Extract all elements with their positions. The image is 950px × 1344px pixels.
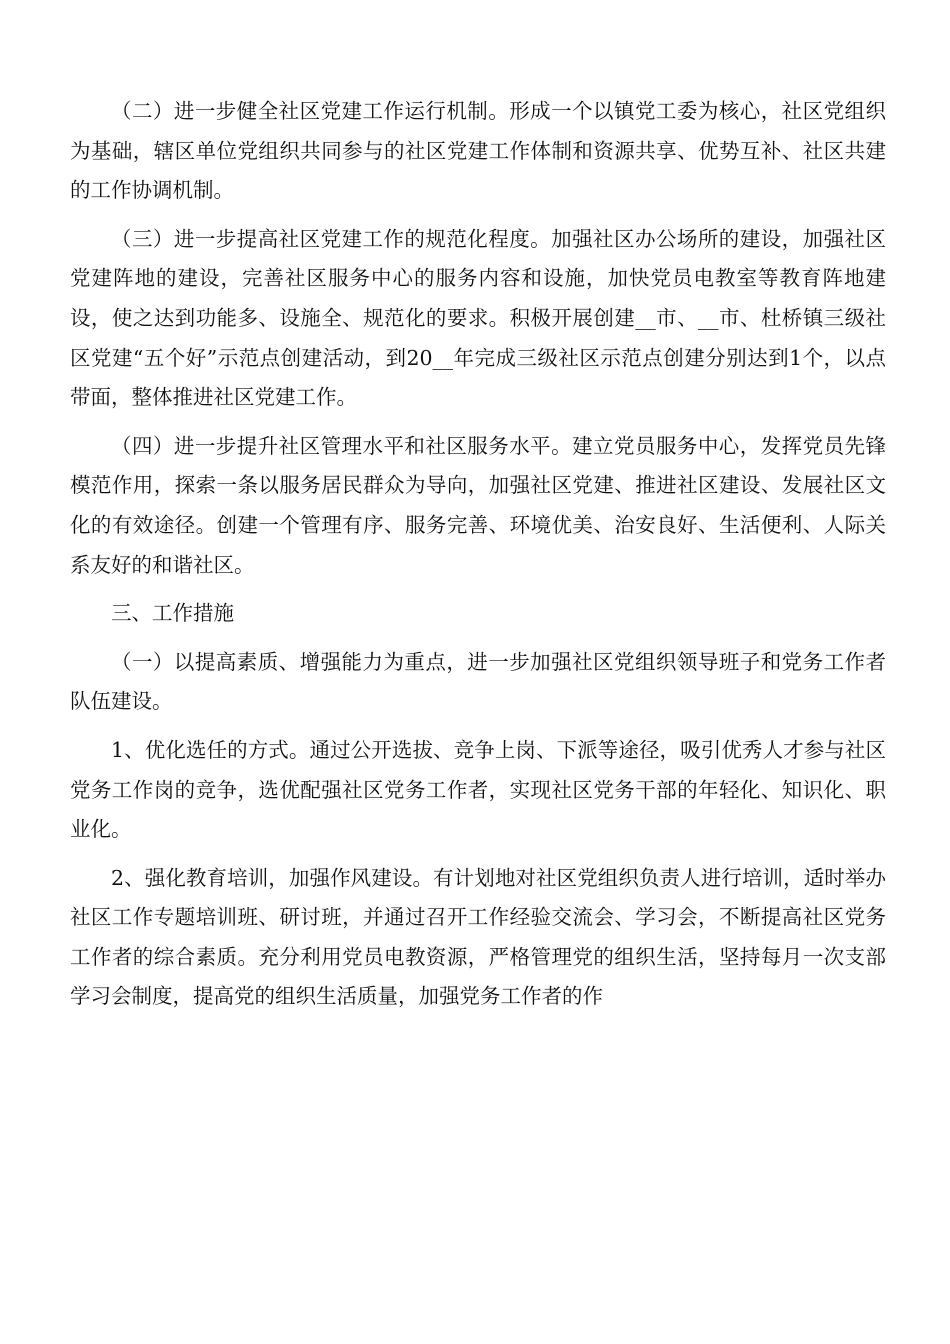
paragraph-service-level: （四）进一步提升社区管理水平和社区服务水平。建立党员服务中心，发挥党员先锋模范作用，探索一条以服务居民群众为导向，加强社区党建、推进社区建设、发展社区文化的有效途径。创建一个管理有序、服务完善、环境优美、治安良好、生活便利、人际关系友好的和谐社区。: [70, 433, 886, 577]
paragraph-standardization: （三）进一步提高社区党建工作的规范化程度。加强社区办公场所的建设，加强社区党建阵地的建设，完善社区服务中心的服务内容和设施，加快党员电教室等教育阵地建设，使之达到功能多、设施全、规范化的要求。积极开展创建__市、__市、杜桥镇三级社区党建“五个好”示范点创建活动，到20__年完成三级社区示范点创建分别达到1个，以点带面，整体推进社区党建工作。: [70, 226, 886, 410]
paragraph-team-building: （一）以提高素质、增强能力为重点，进一步加强社区党组织领导班子和党务工作者队伍建设。: [70, 649, 886, 714]
document-body: [70, 92, 886, 1026]
paragraph-selection: 1、优化选任的方式。通过公开选拔、竞争上岗、下派等途径，吸引优秀人才参与社区党务工作岗的竞争，选优配强社区党务工作者，实现社区党务干部的年轻化、知识化、职业化。: [70, 737, 886, 842]
paragraph-mechanism: （二）进一步健全社区党建工作运行机制。形成一个以镇党工委为核心，社区党组织为基础，辖区单位党组织共同参与的社区党建工作体制和资源共享、优势互补、社区共建的工作协调机制。: [70, 99, 886, 203]
section-heading-measures: 三、工作措施: [111, 601, 234, 626]
paragraph-training: 2、强化教育培训，加强作风建设。有计划地对社区党组织负责人进行培训，适时举办社区工作专题培训班、研讨班，并通过召开工作经验交流会、学习会，不断提高社区党务工作者的综合素质。充分利用党员电教资源，严格管理党的组织生活，坚持每月一次支部学习会制度，提高党的组织生活质量，加强党务工作者的作: [70, 865, 886, 1009]
